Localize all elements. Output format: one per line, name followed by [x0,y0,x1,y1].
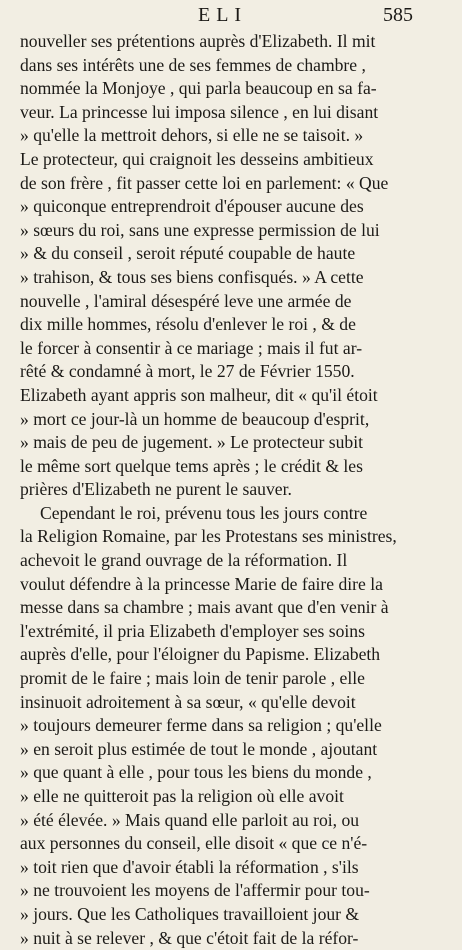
text-line: prières d'Elizabeth ne purent le sauver. [20,479,292,500]
text-line: nommée la Monjoye , qui parla beaucoup en sa fa- [20,78,377,99]
text-line: » jours. Que les Catholiques travailloient jour & [20,903,360,924]
text-line: le forcer à consentir à ce mariage ; mais il fut ar- [20,337,363,358]
text-line: dix mille hommes, résolu d'enlever le roi , & de [20,314,356,335]
text-line: veur. La princesse lui imposa silence , en lui disant [20,101,379,122]
text-line: » sœurs du roi, sans une expresse permission de lui [20,219,380,240]
text-line: aux personnes du conseil, elle disoit « que ce n'é- [20,833,368,854]
text-line: » mort ce jour-là un homme de beaucoup d'esprit, [20,408,370,429]
text-line: insinuoit adroitement à sa sœur, « qu'elle devoit [20,691,356,712]
text-line: dans ses intérêts une de ses femmes de chambre , [20,54,366,75]
text-line: » été élevée. » Mais quand elle parloit au roi, ou [20,809,360,830]
text-line: » trahison, & tous ses biens confisqués. » A cette [20,266,364,287]
text-line: » ne trouvoient les moyens de l'affermir pour tou- [20,880,370,901]
text-line: » toujours demeurer ferme dans sa religion ; qu'elle [20,715,382,736]
text-line: » quiconque entreprendroit d'épouser aucune des [20,196,364,217]
text-line: achevoit le grand ouvrage de la réformation. Il [20,550,348,571]
text-line: » mais de peu de jugement. » Le protecteur subit [20,432,363,453]
text-line: messe dans sa chambre ; mais avant que d'en venir à [20,597,389,618]
text-line: Elizabeth ayant appris son malheur, dit « qu'il étoit [20,384,378,405]
text-line: » nuit à se relever , & que c'étoit fait de la réfor- [20,927,359,948]
text-line: promit de le faire ; mais loin de tenir parole , elle [20,668,365,689]
text-line: le même sort quelque tems après ; le crédit & les [20,455,363,476]
text-line: » & du conseil , seroit réputé coupable de haute [20,243,356,264]
text-line: voulut défendre à la princesse Marie de faire dire la [20,573,383,594]
text-line: nouvelle , l'amiral désespéré leve une armée de [20,290,352,311]
text-line: » toit rien que d'avoir établi la réformation , s'ils [20,856,359,877]
text-line: la Religion Romaine, par les Protestans ses ministres, [20,526,397,547]
text-line: » en seroit plus estimée de tout le monde , ajoutant [20,738,378,759]
text-line: rêté & condamné à mort, le 27 de Février 1550. [20,361,355,382]
text-line: Cependant le roi, prévenu tous les jours contre [40,502,368,523]
text-line: » que quant à elle , pour tous les biens du monde , [20,762,372,783]
text-line: nouveller ses prétentions auprès d'Elizabeth. Il mit [20,31,376,51]
text-line: » elle ne quitteroit pas la religion où elle avoit [20,786,344,806]
text-line: Le protecteur, qui craignoit les desseins ambitieux [20,148,374,169]
text-line: » qu'elle la mettroit dehors, si elle ne se taisoit. » [20,125,364,146]
body-text [20,30,440,950]
text-line: auprès d'elle, pour l'éloigner du Papisme. Elizabeth [20,644,381,665]
page-header [0,2,462,28]
text-line: de son frère , fit passer cette loi en parlement: « Que [20,172,389,193]
text-line: l'extrémité, il pria Elizabeth d'employer ses soins [20,620,365,641]
running-head: ELI [198,4,248,26]
page-number: 585 [383,4,413,26]
